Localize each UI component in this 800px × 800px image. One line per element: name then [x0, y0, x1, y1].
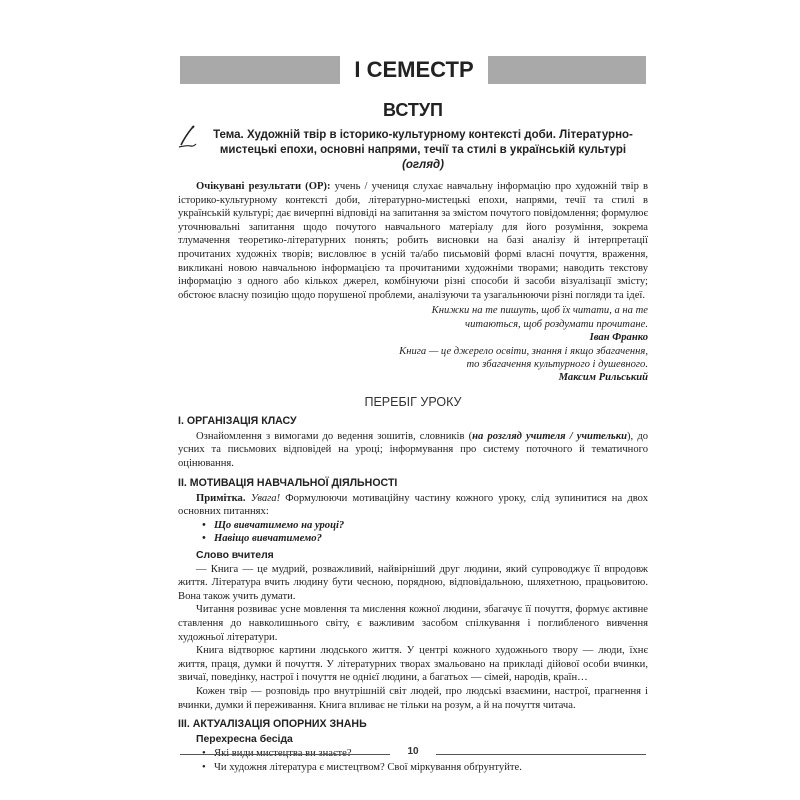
note-label: Примітка. [196, 492, 246, 504]
epigraph-2-line-2: то збагачення культурного і душевного. [466, 358, 648, 370]
stage-1-heading: I. ОРГАНІЗАЦІЯ КЛАСУ [178, 414, 297, 427]
footer-divider-right [436, 754, 646, 755]
topic-title: Художній твір в історико-культурному контексті доби. Літературно-мистецькі епохи, основні напрями, течії та стилі в українській культурі [219, 129, 633, 156]
stage-3-heading: III. АКТУАЛІЗАЦІЯ ОПОРНИХ ЗНАНЬ [178, 718, 367, 731]
expected-results [178, 180, 648, 302]
epigraph-1-line-2: читаються, щоб роздумати прочитане. [465, 318, 648, 330]
epigraph-1-line-1: Книжки на те пишуть, щоб їх читати, а на те [431, 305, 648, 317]
topic-note: (огляд) [402, 159, 444, 171]
paragraph: Читання розвиває усне мовлення та мислення кожної людини, збагачує її почуття, формує активне ставлення до навколишнього світу, є важливим засобом спілкування і поглибленого вивчення художньої літератури. [178, 604, 648, 643]
epigraphs [178, 304, 648, 384]
semester-title: І СЕМЕСТР [340, 52, 488, 88]
pen-icon [178, 125, 198, 149]
list-item: • Що вивчатимемо на уроці? [214, 519, 648, 532]
paragraph: — Книга — це мудрий, розважливий, найвірніший друг людини, який супроводжує її впродовж життя. Література вчить людину бути чесною, порядною, відповідальною, шляхетною, працьовитою. Вона також учить думати. [178, 563, 648, 602]
stage-1-text-emphasis: на розгляд учителя / учительки [472, 430, 628, 442]
stage-2-heading: II. МОТИВАЦІЯ НАВЧАЛЬНОЇ ДІЯЛЬНОСТІ [178, 476, 398, 489]
list-item: • Чи художня література є мистецтвом? Свої міркування обґрунтуйте. [214, 761, 648, 774]
stage-1-text [178, 430, 648, 471]
epigraph-2-author: Максим Рильський [558, 372, 648, 384]
list-item: • Навіщо вивчатимемо? [214, 532, 648, 545]
page-number: 10 [407, 746, 419, 757]
epigraph-2-line-1: Книга — це джерело освіти, знання і якщо збагачення, [399, 345, 648, 357]
stage-1-text-before: Ознайомлення з вимогами до ведення зошитів, словників ( [196, 430, 473, 442]
motivation-questions [178, 519, 648, 546]
topic-label: Тема. [213, 129, 244, 141]
topic-text [198, 128, 648, 173]
stage-1-text-after: ), до усних та письмових відповідей на уроці; інформування про систему поточного й тематичного оцінювання. [178, 430, 649, 469]
epigraph-1-author: Іван Франко [589, 332, 648, 344]
note-attention: Увага! [250, 492, 281, 504]
paragraph: Кожен твір — розповідь про внутрішній світ людей, про людські взаємини, настрої, прагнення і вчинки, думки й переживання. Книга впливає не тільки на розум, а й на почуття читача. [178, 685, 648, 711]
note-text: Формулюючи мотиваційну частину кожного уроку, слід зупинитися на двох основних питаннях: [178, 492, 648, 518]
stage-2-note [178, 492, 648, 519]
expected-results-text: учень / учениця слухає навчальну інформацію про художній твір в історико-культурному контексті доби, літературно-мистецькі епохи, напрями, течії та стилі в українській культурі; дає вичерпні відповіді на запитання за змістом почутого повідомлення; формулює уточнювальні запитання щодо почутого навчального матеріалу для його розуміння, зокрема тлумачення теоретико-літературних понять; робить висновки на базі аналізу й інтерпретації прочитаних художніх творів; висловлює в усній та/або письмовій формі власні почуття, враження, викликані новою навчальною інформацією та прочитаними художніми творами; наводить текстову інформацію з одного або кількох джерел, комбінуючи різні способи й засоби візуалізації змісту; обстоює власну позицію щодо порушеної проблеми, аналізуючи та узагальнюючи різні погляди та ідеї. [178, 181, 648, 301]
section-title: ВСТУП [383, 100, 443, 120]
cross-conversation-heading: Перехресна бесіда [196, 734, 293, 746]
footer-divider-left [180, 754, 390, 755]
paragraph: Книга відтворює картини людського життя. У центрі кожного художнього твору — люди, їхнє життя, праця, думки й почуття. У літературних творах змальовано на прикладі дійової особи вчинки, звичаї, поведінку, настрої і почуття не однієї людини, а багатьох — сімей, народів, країн… [178, 645, 648, 684]
page-content [178, 100, 648, 774]
topic-block [178, 128, 648, 173]
teacher-word-heading: Слово вчителя [196, 549, 274, 561]
expected-results-lead: Очікувані результати (ОР): [196, 181, 331, 192]
lesson-flow-title: ПЕРЕБІГ УРОКУ [364, 394, 462, 409]
